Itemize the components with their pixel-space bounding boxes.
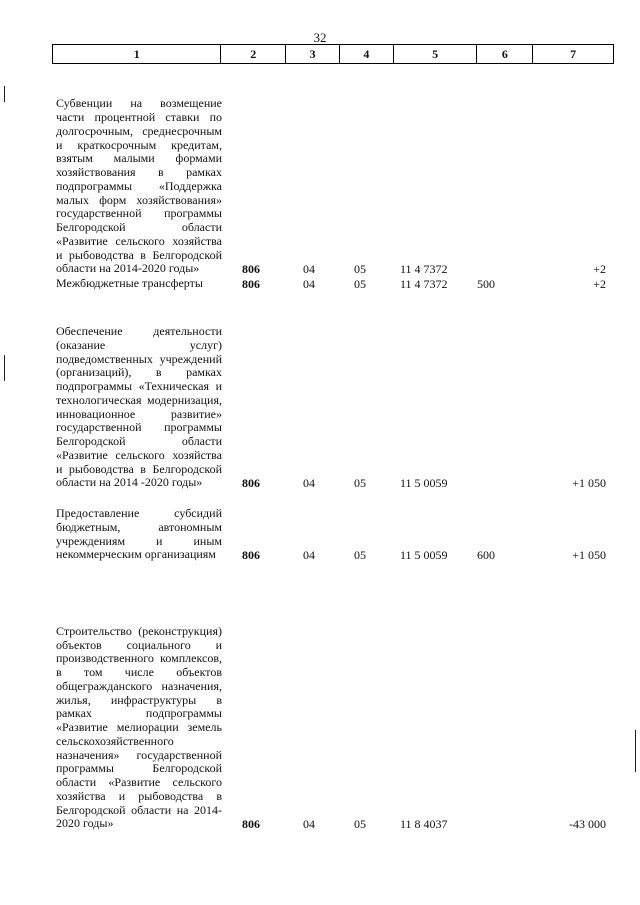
amount-change: +1 050 — [572, 548, 606, 562]
scan-edge-mark — [4, 86, 5, 102]
target-article-code: 11 5 0059 — [400, 476, 448, 490]
row-description: Межбюджетные трансферты — [56, 276, 203, 291]
column-header-1: 1 — [53, 45, 221, 63]
subsection-code: 05 — [354, 548, 366, 562]
row-description: Обеспечение деятельности (оказание услуг) подведомственных учреждений (организаций), в рамках подпрограммы «Техническая и технологическая модернизация, инновационное развитие» государственной программы Белгородской области «Развитие сельского хозяйства и рыбоводства в Белгородской области на 2014 -2020 годы» — [56, 324, 222, 490]
column-header-4: 4 — [340, 45, 394, 63]
column-header-2: 2 — [221, 45, 286, 63]
subsection-code: 05 — [354, 277, 366, 291]
table-row — [52, 64, 614, 276]
column-header-7: 7 — [570, 47, 577, 61]
subsection-code: 05 — [354, 262, 366, 276]
ministry-code: 806 — [242, 548, 260, 562]
expense-type-code: 600 — [477, 548, 495, 562]
target-article-code: 11 4 7372 — [400, 277, 448, 291]
row-description: Субвенции на возмещение части процентной ставки по долгосрочным, среднесрочным и краткосрочным кредитам, взятым малыми формами хозяйствования в рамках подпрограммы «Поддержка малых форм хозяйствования» государственной программы Белгородской области «Развитие сельского хозяйства и рыбоводства в Белгородской области на 2014-2020 годы» — [56, 96, 222, 276]
ministry-code: 806 — [242, 262, 260, 276]
amount-change: -43 000 — [569, 817, 606, 831]
page-number: 32 — [313, 30, 327, 45]
scan-edge-mark — [4, 355, 5, 381]
table-row — [52, 491, 614, 562]
section-code: 04 — [303, 262, 315, 276]
subsection-code: 05 — [354, 476, 366, 490]
target-article-code: 11 4 7372 — [400, 262, 448, 276]
section-code: 04 — [303, 817, 315, 831]
table-header-row — [52, 44, 614, 64]
amount-change: +2 — [593, 262, 606, 276]
column-header-6: 6 — [477, 45, 533, 63]
table-row — [52, 277, 614, 291]
section-code: 04 — [303, 277, 315, 291]
target-article-code: 11 8 4037 — [400, 817, 448, 831]
section-code: 04 — [303, 476, 315, 490]
column-header-5: 5 — [394, 45, 478, 63]
amount-change: +1 050 — [572, 476, 606, 490]
row-description: Строительство (реконструкция) объектов социального и производственного комплексов, в том числе объектов общегражданского назначения, жилья, инфраструктуры в рамках подпрограммы «Развитие мелиорации земель сельскохозяйственного назначения» государственной программы Белгородской области «Развитие сельского хозяйства и рыбоводства в Белгородской области на 2014-2020 годы» — [56, 623, 222, 831]
ministry-code: 806 — [242, 476, 260, 490]
scan-edge-mark — [635, 730, 636, 772]
table-row — [52, 292, 614, 490]
section-code: 04 — [303, 548, 315, 562]
expense-type-code: 500 — [477, 277, 495, 291]
row-description: Предоставление субсидий бюджетным, автономным учреждениям и иным некоммерческим организациям — [56, 506, 222, 562]
ministry-code: 806 — [242, 817, 260, 831]
target-article-code: 11 5 0059 — [400, 548, 448, 562]
amount-change: +2 — [593, 277, 606, 291]
subsection-code: 05 — [354, 817, 366, 831]
table-row — [52, 563, 614, 831]
ministry-code: 806 — [242, 277, 260, 291]
column-header-3: 3 — [286, 45, 340, 63]
